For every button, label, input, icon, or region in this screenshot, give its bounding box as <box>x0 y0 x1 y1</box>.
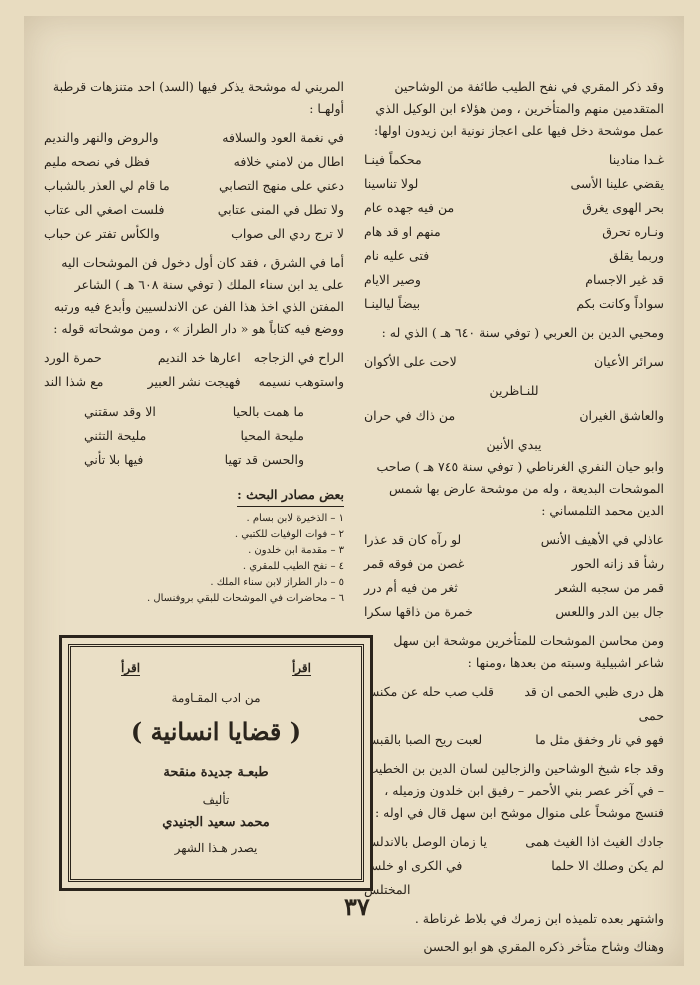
ibn-alkhatib-paragraph: وقد جاء شيخ الوشاحين والزجالين لسان الدين بن الخطيب – في آخر عصر بني الأحمر – رفيق ابن خلدون وزميله ، فنسج موشحاً على منوال موشح ابن سهل قال في اوله : <box>366 761 664 820</box>
verse-line <box>364 350 664 374</box>
verse-hemistich: دعني على منهج التصابي <box>218 178 344 193</box>
right-column <box>364 76 664 964</box>
verse-hemistich: محكماً فينـا <box>364 152 422 167</box>
verse-hemistich: جال بين الدر واللعس <box>555 604 664 619</box>
verse-line <box>364 528 664 552</box>
verse-hemistich: غصن من فوقه قمر <box>364 556 465 571</box>
verse-block-ibn-arabi-2 <box>364 404 664 428</box>
verse-line <box>364 680 664 728</box>
verse-line <box>44 346 344 370</box>
verse-line <box>44 150 344 174</box>
verse-line <box>44 370 344 394</box>
verse-hemistich: لا ترج ردي الى صواب <box>231 226 344 241</box>
ibn-arabi-paragraph: ومحيي الدين بن العربي ( توفي سنة ٦٤٠ هـ ) الذي له : <box>381 325 664 340</box>
closing-line: وهناك وشاح متأخر ذكره المقري هو ابو الحسن <box>423 939 664 954</box>
ad-edition: طبعـة جديدة منقحة <box>163 765 269 780</box>
verse-hemistich: والروض والنهر والنديم <box>44 130 159 145</box>
verse-line <box>364 196 664 220</box>
verse-line <box>364 148 664 172</box>
verse-line <box>364 830 664 854</box>
verse-line <box>44 174 344 198</box>
verse-hemistich: رشأ قد زانه الحور <box>571 556 664 571</box>
verse-hemistich: قمر من سجبه الشعر <box>555 580 664 595</box>
ad-read-tag-left: اقرأ <box>121 661 141 675</box>
verse-block-ibn-arabi-1 <box>364 350 664 374</box>
source-item: ٦ – محاضرات في الموشحات للبقي بروفنسال . <box>147 593 344 604</box>
ad-book-title: ( قضايا انسانية ) <box>130 717 302 746</box>
verse-hemistich: والكأس تفتر عن حباب <box>44 226 160 241</box>
verse-hemistich: فلست اصغي الى عتاب <box>44 202 165 217</box>
verse-hemistich: ولا تطل في المنى عتابي <box>217 202 344 217</box>
verse-hemistich: جادك الغيث اذا الغيث همى <box>525 834 664 849</box>
verse-center-1: للنـاظرين <box>489 383 539 398</box>
verse-hemistich: ثغر من فيه أم درر <box>364 580 458 595</box>
abu-hayyan-paragraph: وابو حيان النفري الغرناطي ( توفي سنة ٧٤٥ هـ ) صاحب الموشحات البديعة ، وله من موشحة عارض بها شمس الدين محمد التلمساني : <box>376 459 664 518</box>
verse-hemistich: لاحت على الأكوان <box>364 354 457 369</box>
source-item: ٣ – مقدمة ابن خلدون . <box>248 545 344 556</box>
verse-line <box>364 268 664 292</box>
verse-hemistich: لعبت ريح الصبا بالقبس <box>364 732 483 747</box>
verse-block-ibn-sahl <box>364 680 664 752</box>
verse-line <box>364 552 664 576</box>
verse-line <box>44 198 344 222</box>
verse-line <box>84 400 304 424</box>
verse-hemistich: الا وقد سقتني <box>84 404 156 419</box>
verse-center-2: يبدي الأنين <box>486 437 542 452</box>
verse-block-ibn-alwakil <box>364 148 664 316</box>
verse-hemistich: خمرة من ذاقها سكرا <box>364 604 473 619</box>
magazine-page <box>24 16 684 966</box>
ibn-zamrak-paragraph: واشتهر بعده تلميذه ابن زمرك في بلاط غرناطة . <box>414 911 664 926</box>
verse-hemistich: عاذلي في الأهيف الأنس <box>540 532 664 547</box>
verse-hemistich: يا زمان الوصل بالاندلس <box>364 834 487 849</box>
verse-hemistich: وربما يقلق <box>609 248 664 263</box>
ad-series: من ادب المقـاومة <box>171 691 261 705</box>
verse-block-ibn-sana-2 <box>44 400 344 472</box>
verse-hemistich: مليحة التثني <box>84 428 147 443</box>
verse-hemistich: من فيه جهده عام <box>364 200 455 215</box>
verse-hemistich: فتى عليه نام <box>364 248 430 263</box>
verse-line <box>84 448 304 472</box>
verse-hemistich: قلب صب حله عن مكنس <box>364 684 495 699</box>
source-item: ١ – الذخيرة لابن بسام . <box>246 513 344 524</box>
verse-hemistich: سرائر الأعيان <box>593 354 664 369</box>
verse-hemistich: مليحة المحيا <box>240 428 304 443</box>
source-item: ٢ – فوات الوفيات للكتبي . <box>234 529 344 540</box>
verse-hemistich: ما همت بالحيا <box>232 404 304 419</box>
verse-hemistich: من ذاك في حران <box>364 408 456 423</box>
verse-hemistich: والحسن قد تهيا <box>224 452 304 467</box>
book-advertisement <box>68 644 364 882</box>
page-number: ٣٧ <box>344 892 370 921</box>
verse-hemistich: مع شذا الند <box>44 374 104 389</box>
right-intro-paragraph: وقد ذكر المقري في نفح الطيب طائفة من الوشاحين المتقدمين منهم والمتأخرين ، ومن هؤلاء ابن الوكيل الذي عمل موشحة دخل فيها على اعجاز نونية ابن زيدون اولها: <box>374 79 664 138</box>
verse-line <box>364 244 664 268</box>
verse-hemistich: غـدا منادينا <box>608 152 664 167</box>
verse-line <box>364 172 664 196</box>
verse-block-abu-hayyan <box>364 528 664 624</box>
left-intro-paragraph: المريني له موشحة يذكر فيها (السد) احد متنزهات قرطبة أولهـا : <box>52 79 344 116</box>
verse-hemistich: في نغمة العود والسلافه <box>222 130 344 145</box>
left-column <box>44 76 344 607</box>
sources-list <box>44 511 344 607</box>
verse-hemistich: اعارها خد النديم <box>157 350 241 365</box>
verse-line <box>364 404 664 428</box>
verse-hemistich: الراح في الزجاجه <box>253 350 344 365</box>
verse-block-ibn-sana-1 <box>44 346 344 394</box>
verse-hemistich: ونـاره تحرق <box>602 224 664 239</box>
verse-hemistich: اطال من لامني خلافه <box>233 154 344 169</box>
verse-hemistich: ما قام لي العذر بالشباب <box>44 178 170 193</box>
verse-hemistich: لولا تناسينا <box>364 176 419 191</box>
verse-block-almarini <box>44 126 344 246</box>
verse-hemistich: فهيجت نشر العبير <box>147 374 241 389</box>
verse-line <box>364 600 664 624</box>
ad-release-note: يصدر هـذا الشهر <box>174 841 258 855</box>
verse-hemistich: فيها بلا تأني <box>84 452 144 467</box>
verse-hemistich: بيضاً ليالينـا <box>364 296 421 311</box>
ad-by-label: تأليف <box>202 793 230 807</box>
verse-line <box>44 222 344 246</box>
verse-line <box>364 292 664 316</box>
verse-hemistich: هل درى ظبي الحمى ان قد حمى <box>524 684 664 723</box>
verse-line <box>44 126 344 150</box>
ad-author: محمد سعيد الجنيدي <box>162 815 270 830</box>
verse-hemistich: حمرة الورد <box>44 350 102 365</box>
verse-line <box>364 728 664 752</box>
verse-line <box>364 576 664 600</box>
verse-hemistich: فظل في نصحه مليم <box>44 154 151 169</box>
verse-hemistich: والعاشق الغيران <box>579 408 664 423</box>
verse-hemistich: يقضي علينا الأسى <box>570 176 664 191</box>
ad-read-tag-right: اقرأ <box>291 661 311 675</box>
source-item: ٥ – دار الطراز لابن سناء الملك . <box>210 577 344 588</box>
verse-hemistich: لم يكن وصلك الا حلما <box>551 858 664 873</box>
verse-line <box>364 854 664 902</box>
verse-block-ibn-alkhatib <box>364 830 664 902</box>
verse-hemistich: بحر الهوى يغرق <box>582 200 664 215</box>
verse-hemistich: سواداً وكانت بكم <box>576 296 664 311</box>
ibn-sahl-paragraph: ومن محاسن الموشحات للمتأخرين موشحة ابن سهل شاعر اشبيلية وسبته من بعدها ،ومنها : <box>393 633 664 670</box>
sources-heading: بعض مصادر البحث : <box>237 484 344 507</box>
verse-hemistich: واستوهب نسيمه <box>258 374 344 389</box>
verse-hemistich: منهم او قد هام <box>364 224 441 239</box>
verse-hemistich: وصير الايام <box>364 272 421 287</box>
verse-hemistich: لو رآه كان قد عذرا <box>364 532 462 547</box>
source-item: ٤ – نفح الطيب للمقري . <box>242 561 344 572</box>
verse-line <box>84 424 304 448</box>
verse-hemistich: في الكرى او خلسة المختلس <box>364 858 463 897</box>
verse-hemistich: فهو في نار وخفق مثل ما <box>535 732 664 747</box>
east-paragraph: أما في الشرق ، فقد كان أول دخول فن الموشحات اليه على يد ابن سناء الملك ( توفي سنة ٦٠٨ هـ ) الشاعر المفتن الذي اخذ هذا الفن عن الاندلسيين وأبدع فيه ورتبه ووضع فيه كتاباً هو « دار الطراز » ، ومن موشحاته قوله : <box>53 255 344 336</box>
verse-line <box>364 220 664 244</box>
verse-hemistich: قد غير الاجسام <box>585 272 664 287</box>
